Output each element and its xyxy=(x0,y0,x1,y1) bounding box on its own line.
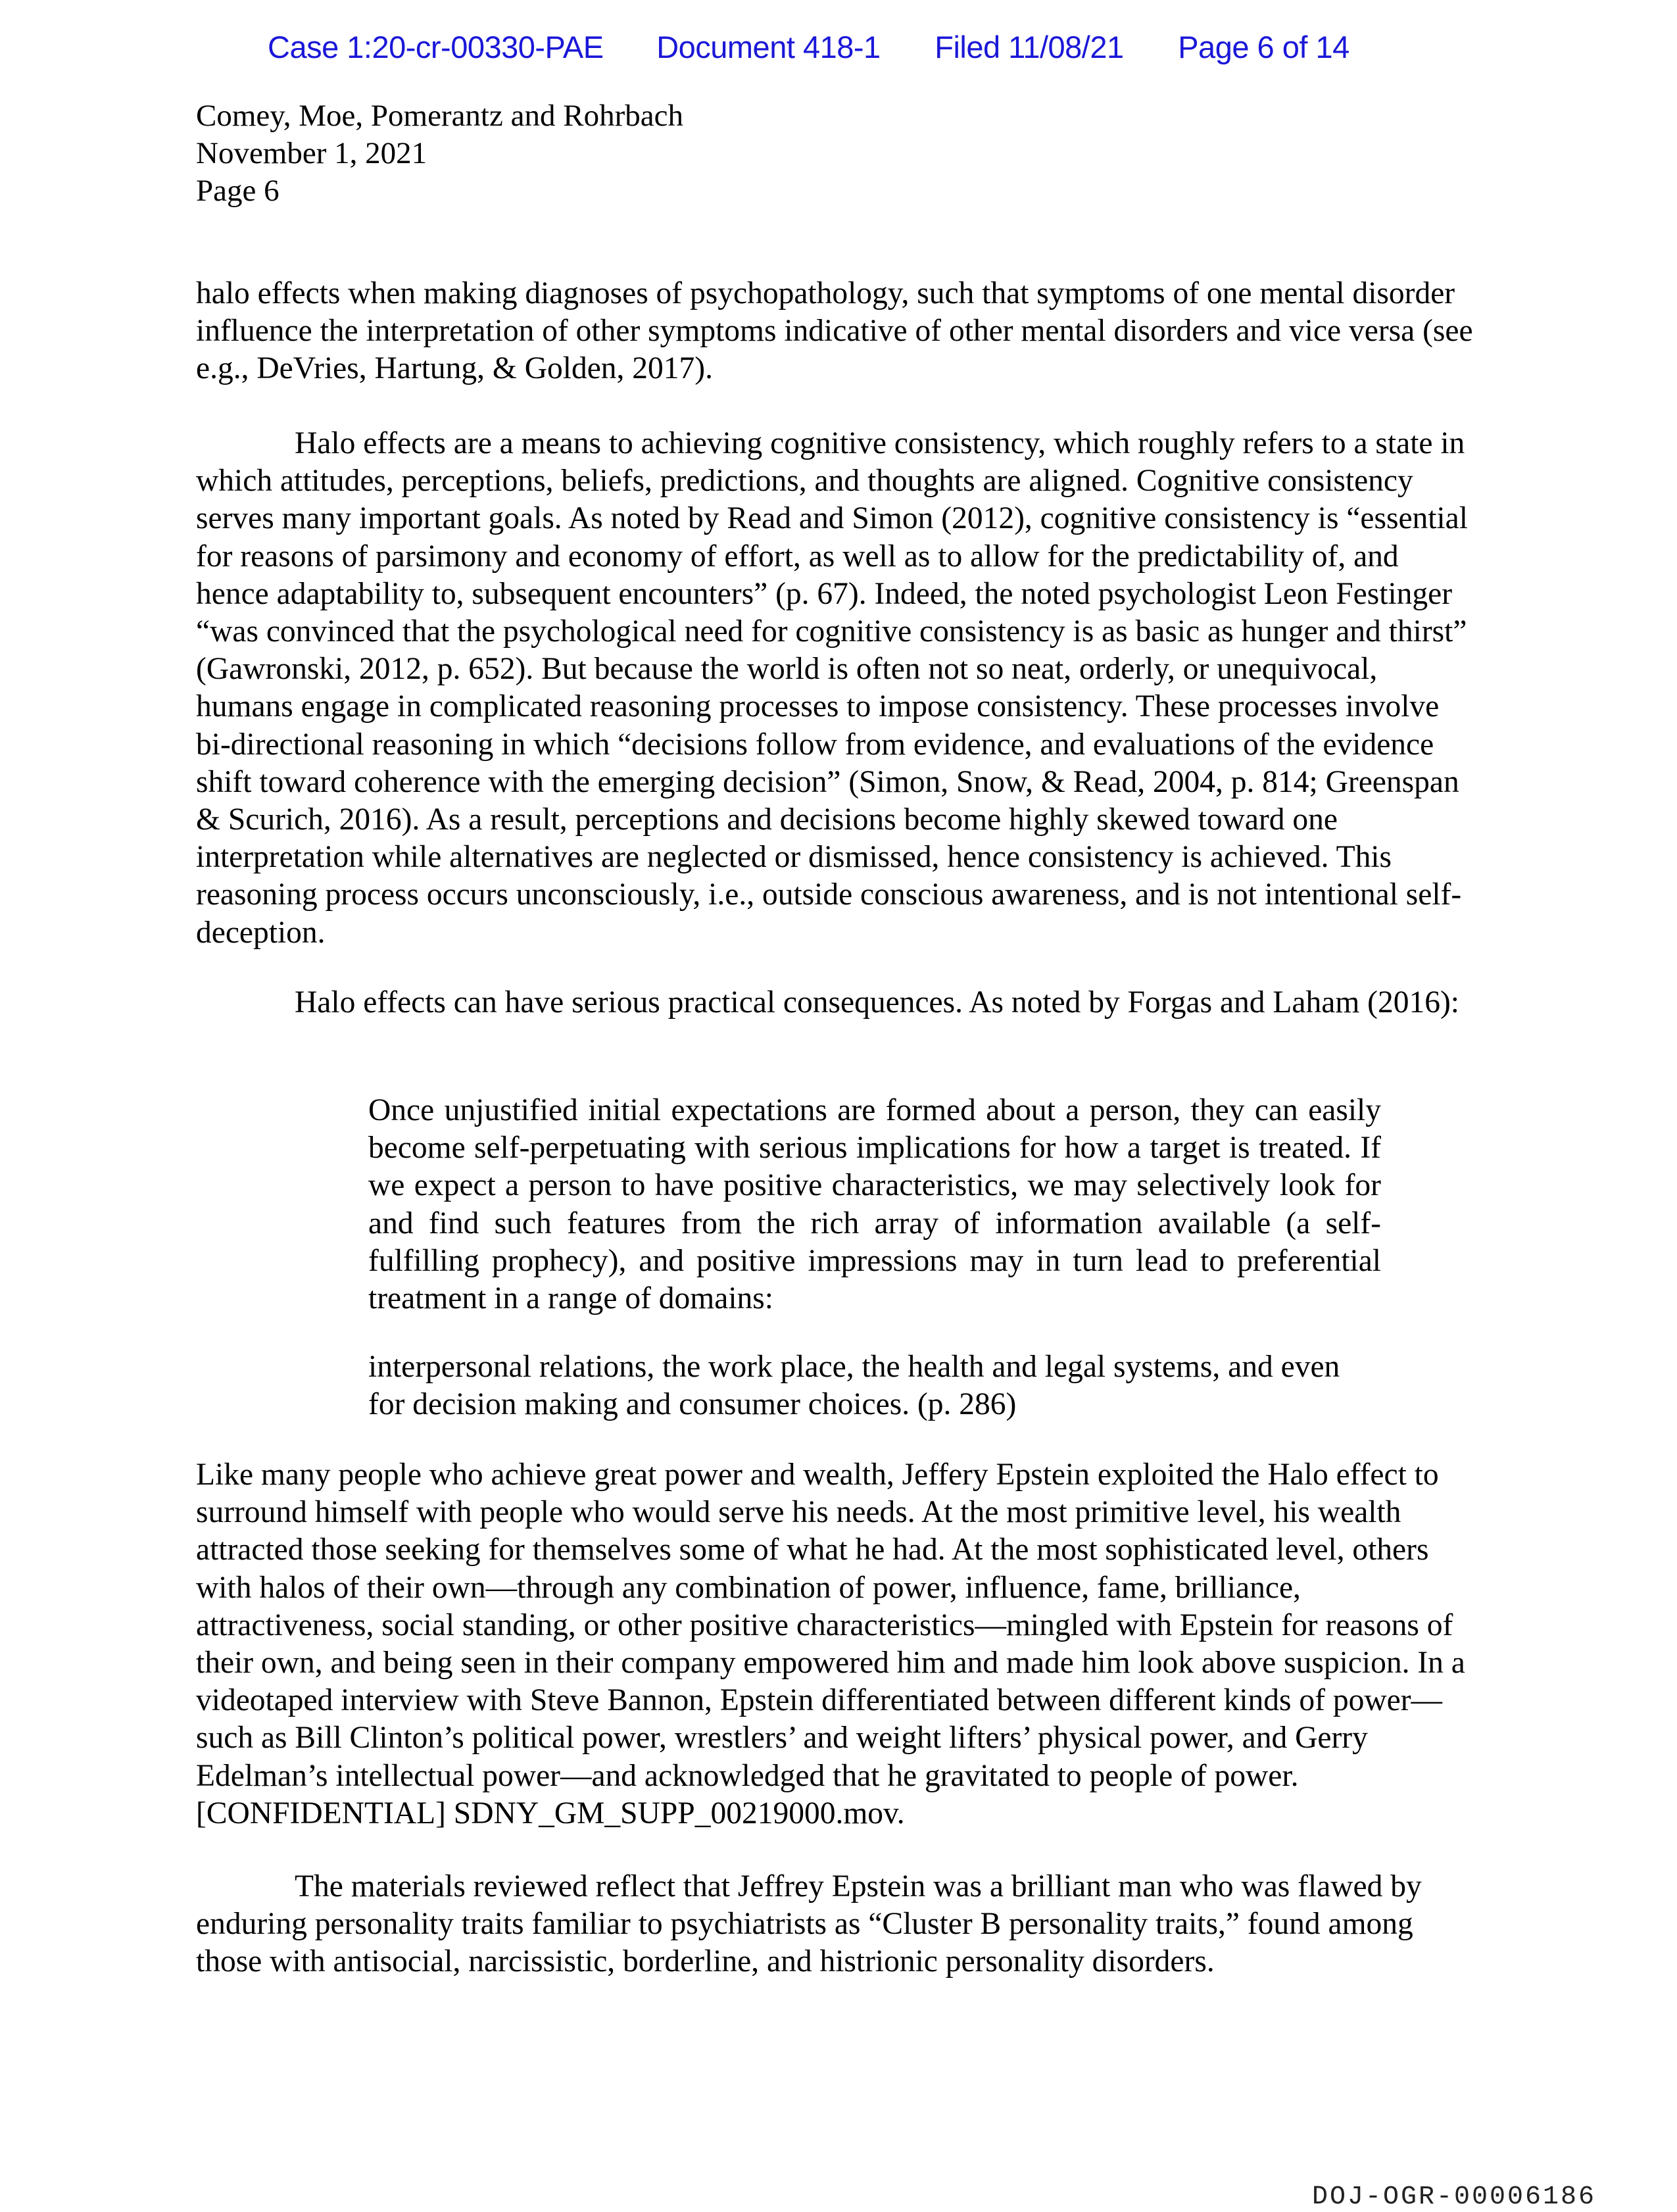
block-quote-1: Once unjustified initial expectations are formed about a person, they can easily become self-perpetuating with serious implications for how a target is treated. If we expect a person to have positive characteristics, we may selectively look for and find such features from the rich array of information available (a self-fulfilling prophecy), and positive impressions may in turn lead to preferential treatment in a range of domains: xyxy=(368,1093,1381,1316)
page-indicator: Page 6 of 14 xyxy=(1178,30,1349,64)
recipients: Comey, Moe, Pomerantz and Rohrbach xyxy=(196,99,683,133)
paragraph-1: halo effects when making diagnoses of psychopathology, such that symptoms of one mental disorder influence the interpretation of other symptoms indicative of other mental disorders and vice versa (see e.g., DeVries, Hartung, & Golden, 2017). xyxy=(196,276,1473,386)
block-quote-2: interpersonal relations, the work place, the health and legal systems, and even for decision making and consumer choices. (p. 286) xyxy=(368,1350,1340,1422)
case-header xyxy=(268,29,1451,65)
letter-page: Page 6 xyxy=(196,174,280,208)
paragraph-3: Halo effects can have serious practical consequences. As noted by Forgas and Laham (2016): xyxy=(295,985,1459,1020)
paragraph-4: Like many people who achieve great power and wealth, Jeffery Epstein exploited the Halo effect to surround himself with people who would serve his needs. At the most primitive level, his wealth attracted those seeking for themselves some of what he had. At the most sophisticated level, others with halos of their own—through any combination of power, influence, fame, brilliance, attractiveness, social standing, or other positive characteristics—mingled with Epstein for reasons of their own, and being seen in their company empowered him and made him look above suspicion. In a videotaped interview with Steve Bannon, Epstein differentiated between different kinds of power—such as Bill Clinton’s political power, wrestlers’ and weight lifters’ physical power, and Gerry Edelman’s intellectual power—and acknowledged that he gravitated to people of power. [CONFIDENTIAL] SDNY_GM_SUPP_00219000.mov. xyxy=(196,1458,1465,1831)
filed-date: Filed 11/08/21 xyxy=(935,30,1124,64)
paragraph-5: The materials reviewed reflect that Jeffrey Epstein was a brilliant man who was flawed by enduring personality traits familiar to psychiatrists as “Cluster B personality traits,” found among those with antisocial, narcissistic, borderline, and histrionic personality disorders. xyxy=(196,1869,1422,1979)
letter-head xyxy=(196,97,683,210)
document-number: Document 418-1 xyxy=(656,30,881,64)
letter-date: November 1, 2021 xyxy=(196,136,427,170)
case-number: Case 1:20-cr-00330-PAE xyxy=(268,30,604,64)
paragraph-2: Halo effects are a means to achieving cognitive consistency, which roughly refers to a state in which attitudes, perceptions, beliefs, predictions, and thoughts are aligned. Cognitive consistency serves many important goals. As noted by Read and Simon (2012), cognitive consistency is “essential for reasons of parsimony and economy of effort, as well as to allow for the predictability of, and hence adaptability to, subsequent encounters” (p. 67). Indeed, the noted psychologist Leon Festinger “was convinced that the psychological need for cognitive consistency is as basic as hunger and thirst” (Gawronski, 2012, p. 652). But because the world is often not so neat, orderly, or unequivocal, humans engage in complicated reasoning processes to impose consistency. These processes involve bi-directional reasoning in which “decisions follow from evidence, and evaluations of the evidence shift toward coherence with the emerging decision” (Simon, Snow, & Read, 2004, p. 814; Greenspan & Scurich, 2016). As a result, perceptions and decisions become highly skewed toward one interpretation while alternatives are neglected or dismissed, hence consistency is achieved. This reasoning process occurs unconsciously, i.e., outside conscious awareness, and is not intentional self-deception. xyxy=(196,426,1468,950)
bates-number: DOJ-OGR-00006186 xyxy=(1312,2182,1597,2212)
